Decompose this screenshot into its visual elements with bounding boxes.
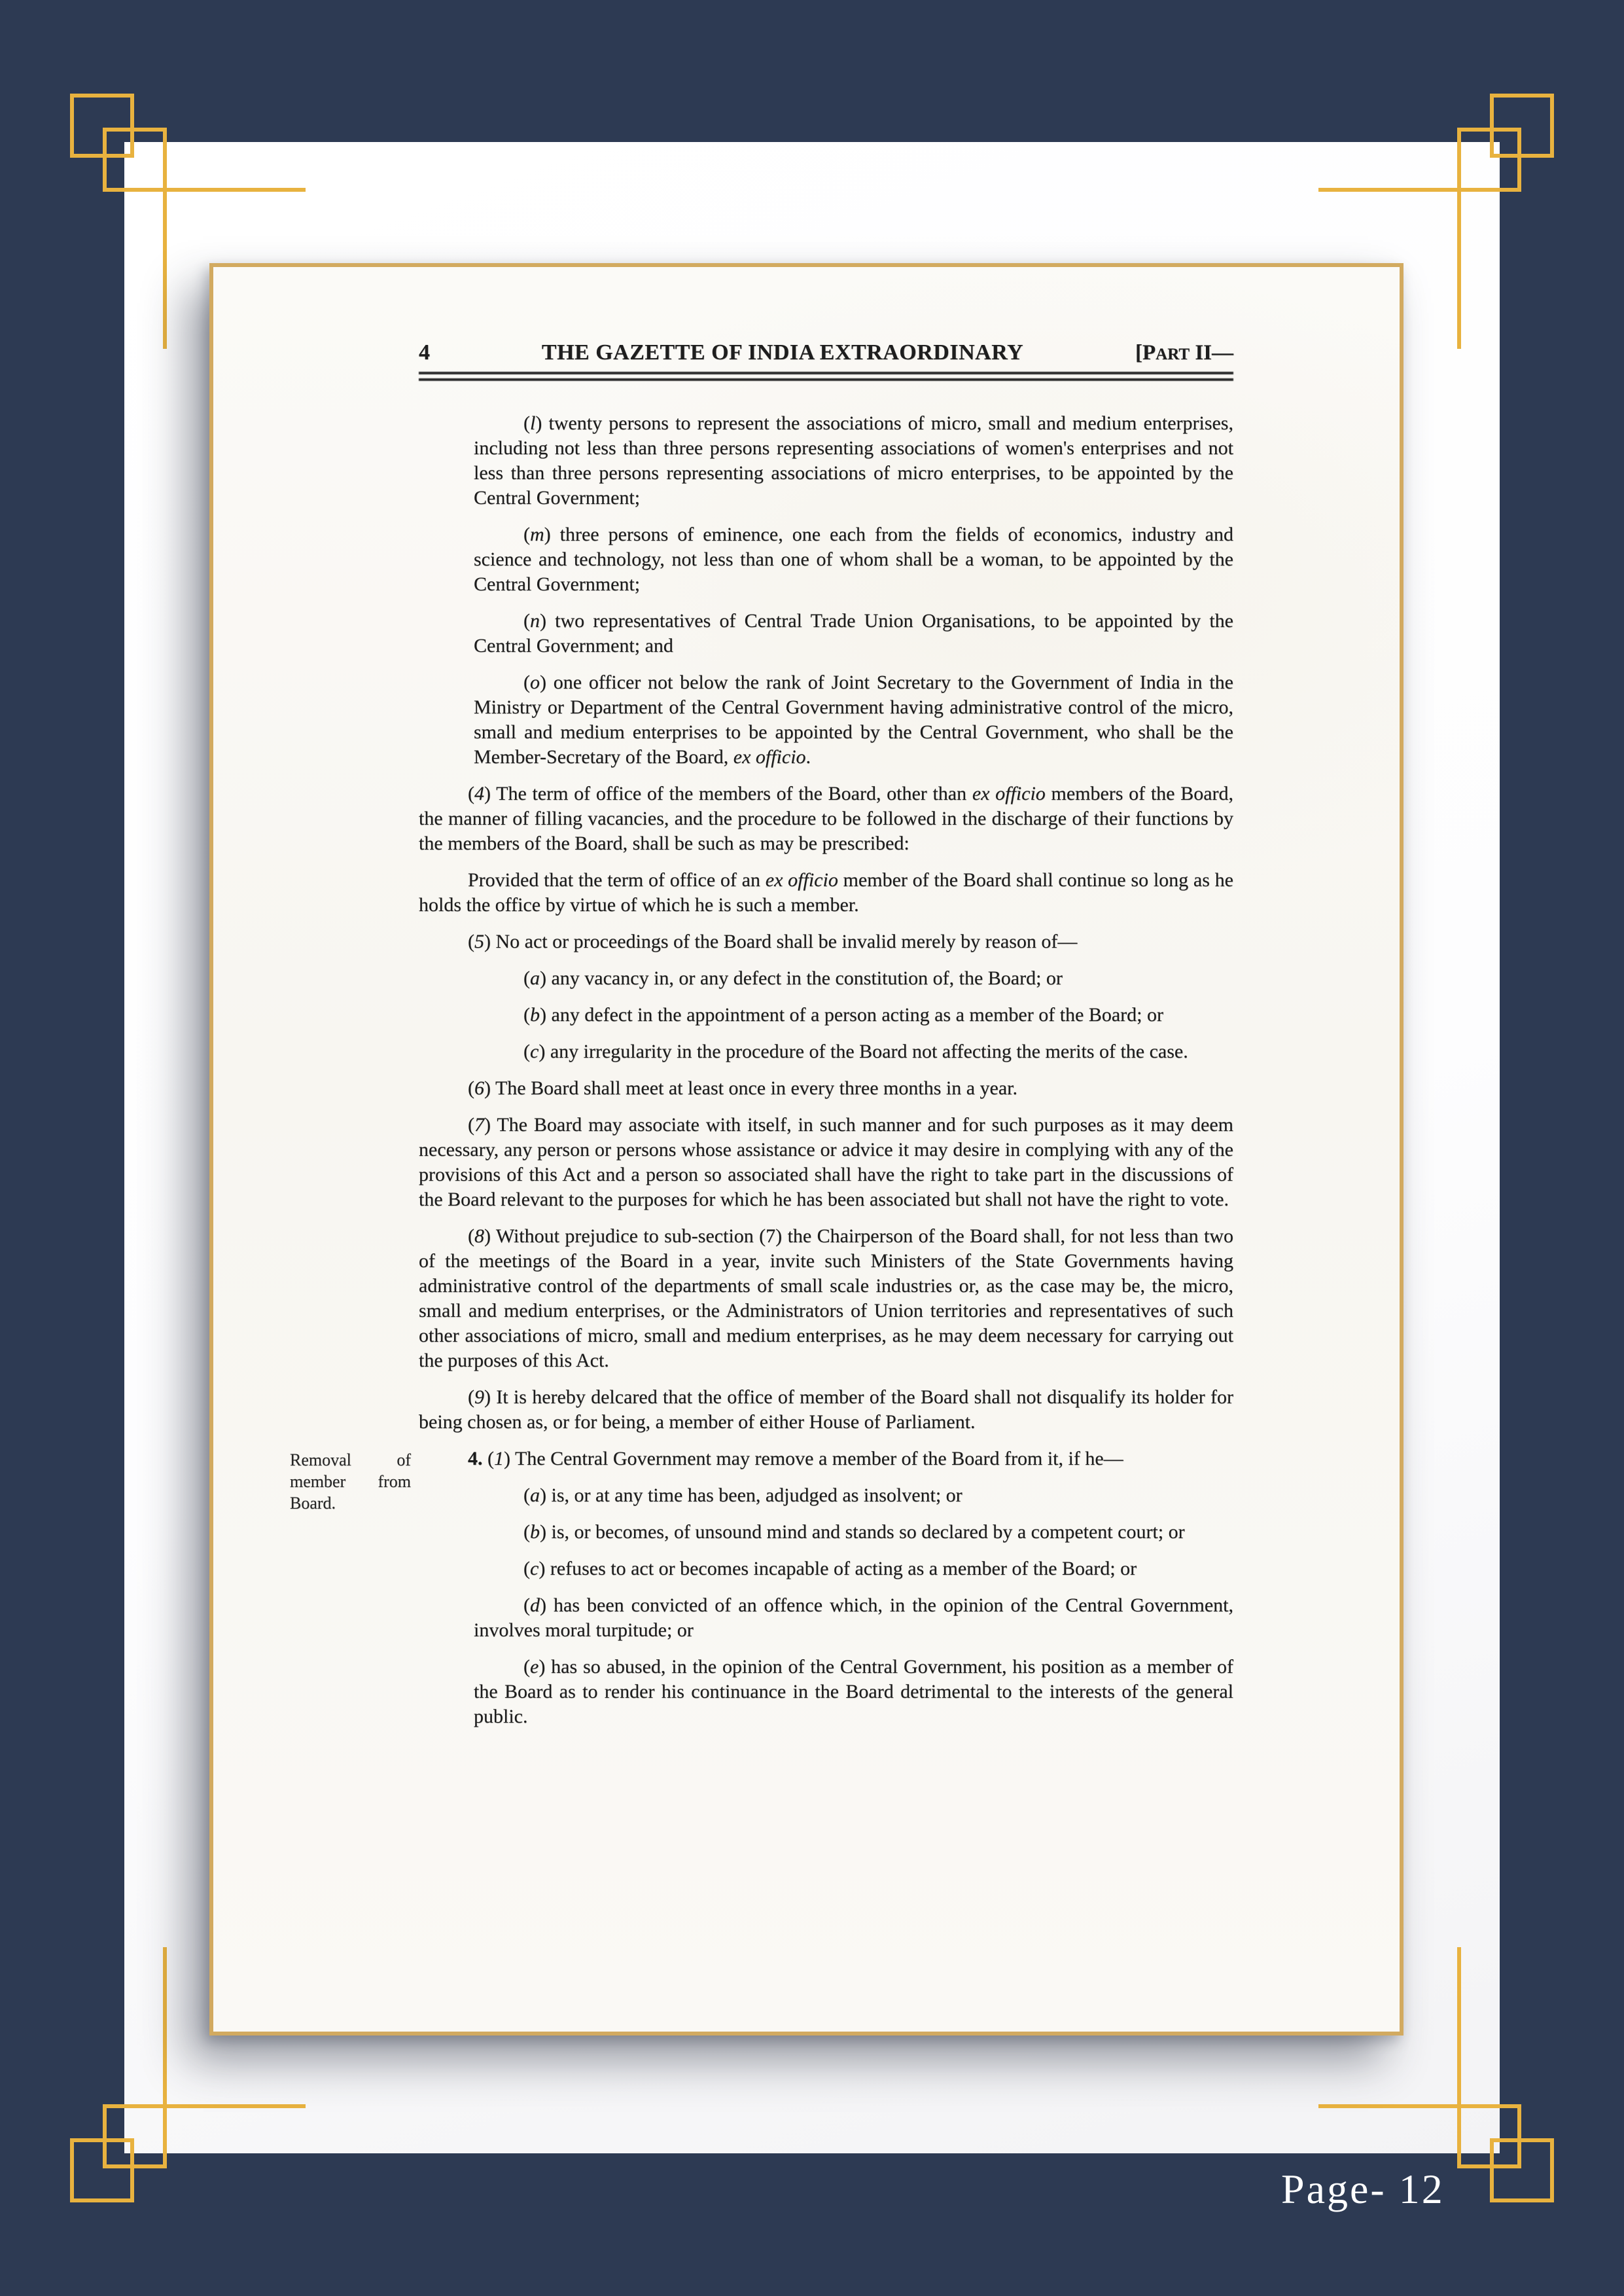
corner-square-bottom-right-inner bbox=[1457, 2104, 1521, 2168]
document-body bbox=[290, 411, 1234, 1729]
frame-line-top-right-horizontal bbox=[1318, 188, 1457, 192]
paragraph: (o) one officer not below the rank of Joint Secretary to the Government of India in the Ministry or Department of the Central Government having administrative control of the micro, small and medium enterprises to be appointed by the Central Government, who shall be the Member-Secretary of the Board, ex officio. bbox=[474, 672, 1233, 768]
paragraph: (c) refuses to act or becomes incapable of acting as a member of the Board; or bbox=[523, 1558, 1137, 1579]
paragraph: (5) No act or proceedings of the Board shall be invalid merely by reason of— bbox=[468, 931, 1078, 952]
paragraph: (8) Without prejudice to sub-section (7) the Chairperson of the Board shall, for not less than two of the meetings of the Board in a year, invite such Ministers of the State Governments having administrative control of the departments of small scale industries or, as the case may be, the micro, small and medium enterprises, or the Administrators of Union territories and representatives of such other associations of micro, small and medium enterprises, as he may deem necessary for carrying out the purposes of this Act. bbox=[419, 1225, 1233, 1371]
scanned-document-page bbox=[209, 263, 1403, 2036]
margin-note: Removal of member from Board. bbox=[290, 1450, 411, 1513]
paragraph: (b) any defect in the appointment of a person acting as a member of the Board; or bbox=[523, 1004, 1163, 1026]
paragraph: (l) twenty persons to represent the associations of micro, small and medium enterprises, including not less than three persons representing associations of women's enterprises and not less than three persons representing associations of micro enterprises, to be appointed by the Central Government; bbox=[474, 412, 1233, 509]
paragraph: (a) is, or at any time has been, adjudged as insolvent; or bbox=[523, 1484, 962, 1506]
header-double-rule bbox=[419, 372, 1233, 381]
paragraph: (n) two representatives of Central Trade Union Organisations, to be appointed by the Central Government; and bbox=[474, 610, 1233, 656]
paragraph: (c) any irregularity in the procedure of the Board not affecting the merits of the case. bbox=[523, 1041, 1188, 1062]
document-header bbox=[419, 340, 1233, 365]
paragraph: (d) has been convicted of an offence which, in the opinion of the Central Government, involves moral turpitude; or bbox=[474, 1594, 1233, 1641]
frame-line-bottom-left-horizontal bbox=[167, 2104, 306, 2108]
page-label: Page- 12 bbox=[1281, 2166, 1445, 2212]
paragraph: (m) three persons of eminence, one each from the fields of economics, industry and science and technology, not less than one of whom shall be a woman, to be appointed by the Central Government; bbox=[474, 524, 1233, 595]
document-title: THE GAZETTE OF INDIA EXTRAORDINARY bbox=[541, 340, 1024, 365]
corner-square-bottom-left-inner bbox=[103, 2104, 167, 2168]
frame-line-top-left-horizontal bbox=[167, 188, 306, 192]
document-column bbox=[290, 340, 1234, 1729]
paragraph: (4) The term of office of the members of the Board, other than ex officio members of the Board, the manner of filling vacancies, and the procedure to be followed in the discharge of their functions by the members of the Board, shall be such as may be prescribed: bbox=[419, 783, 1234, 854]
frame-line-bottom-left-vertical bbox=[163, 1947, 167, 2104]
frame-line-bottom-right-horizontal bbox=[1318, 2104, 1457, 2108]
frame-line-top-left-vertical bbox=[163, 192, 167, 349]
frame-line-bottom-right-vertical bbox=[1457, 1947, 1461, 2104]
corner-square-top-right-inner bbox=[1457, 128, 1521, 192]
paragraph: (b) is, or becomes, of unsound mind and stands so declared by a competent court; or bbox=[523, 1521, 1185, 1543]
paragraph: (6) The Board shall meet at least once in every three months in a year. bbox=[468, 1077, 1017, 1099]
paragraph: Provided that the term of office of an ex officio member of the Board shall continue so long as he holds the office by virtue of which he is such a member. bbox=[419, 869, 1233, 916]
corner-square-top-left-inner bbox=[103, 128, 167, 192]
document-page-number: 4 bbox=[419, 340, 430, 365]
paragraph: (a) any vacancy in, or any defect in the constitution of, the Board; or bbox=[523, 967, 1063, 989]
paragraph: (e) has so abused, in the opinion of the Central Government, his position as a member of the Board as to render his continuance in the Board detrimental to the interests of the general public. bbox=[474, 1656, 1233, 1727]
paragraph: (9) It is hereby delcared that the office of member of the Board shall not disqualify its holder for being chosen as, or for being, a member of either House of Parliament. bbox=[419, 1386, 1233, 1433]
paragraph: 4. (1) The Central Government may remove a member of the Board from it, if he— Removal of member from Board. bbox=[290, 1448, 1123, 1513]
frame-line-top-right-vertical bbox=[1457, 192, 1461, 349]
paragraph: (7) The Board may associate with itself, in such manner and for such purposes as it may deem necessary, any person or persons whose assistance or advice it may desire in complying with any of the provisions of this Act and a person so associated shall have the right to take part in the discussions of the Board relevant to the purposes for which he has been associated but shall not have the right to vote. bbox=[419, 1114, 1233, 1210]
document-part-label: [PART II— bbox=[1135, 341, 1233, 365]
